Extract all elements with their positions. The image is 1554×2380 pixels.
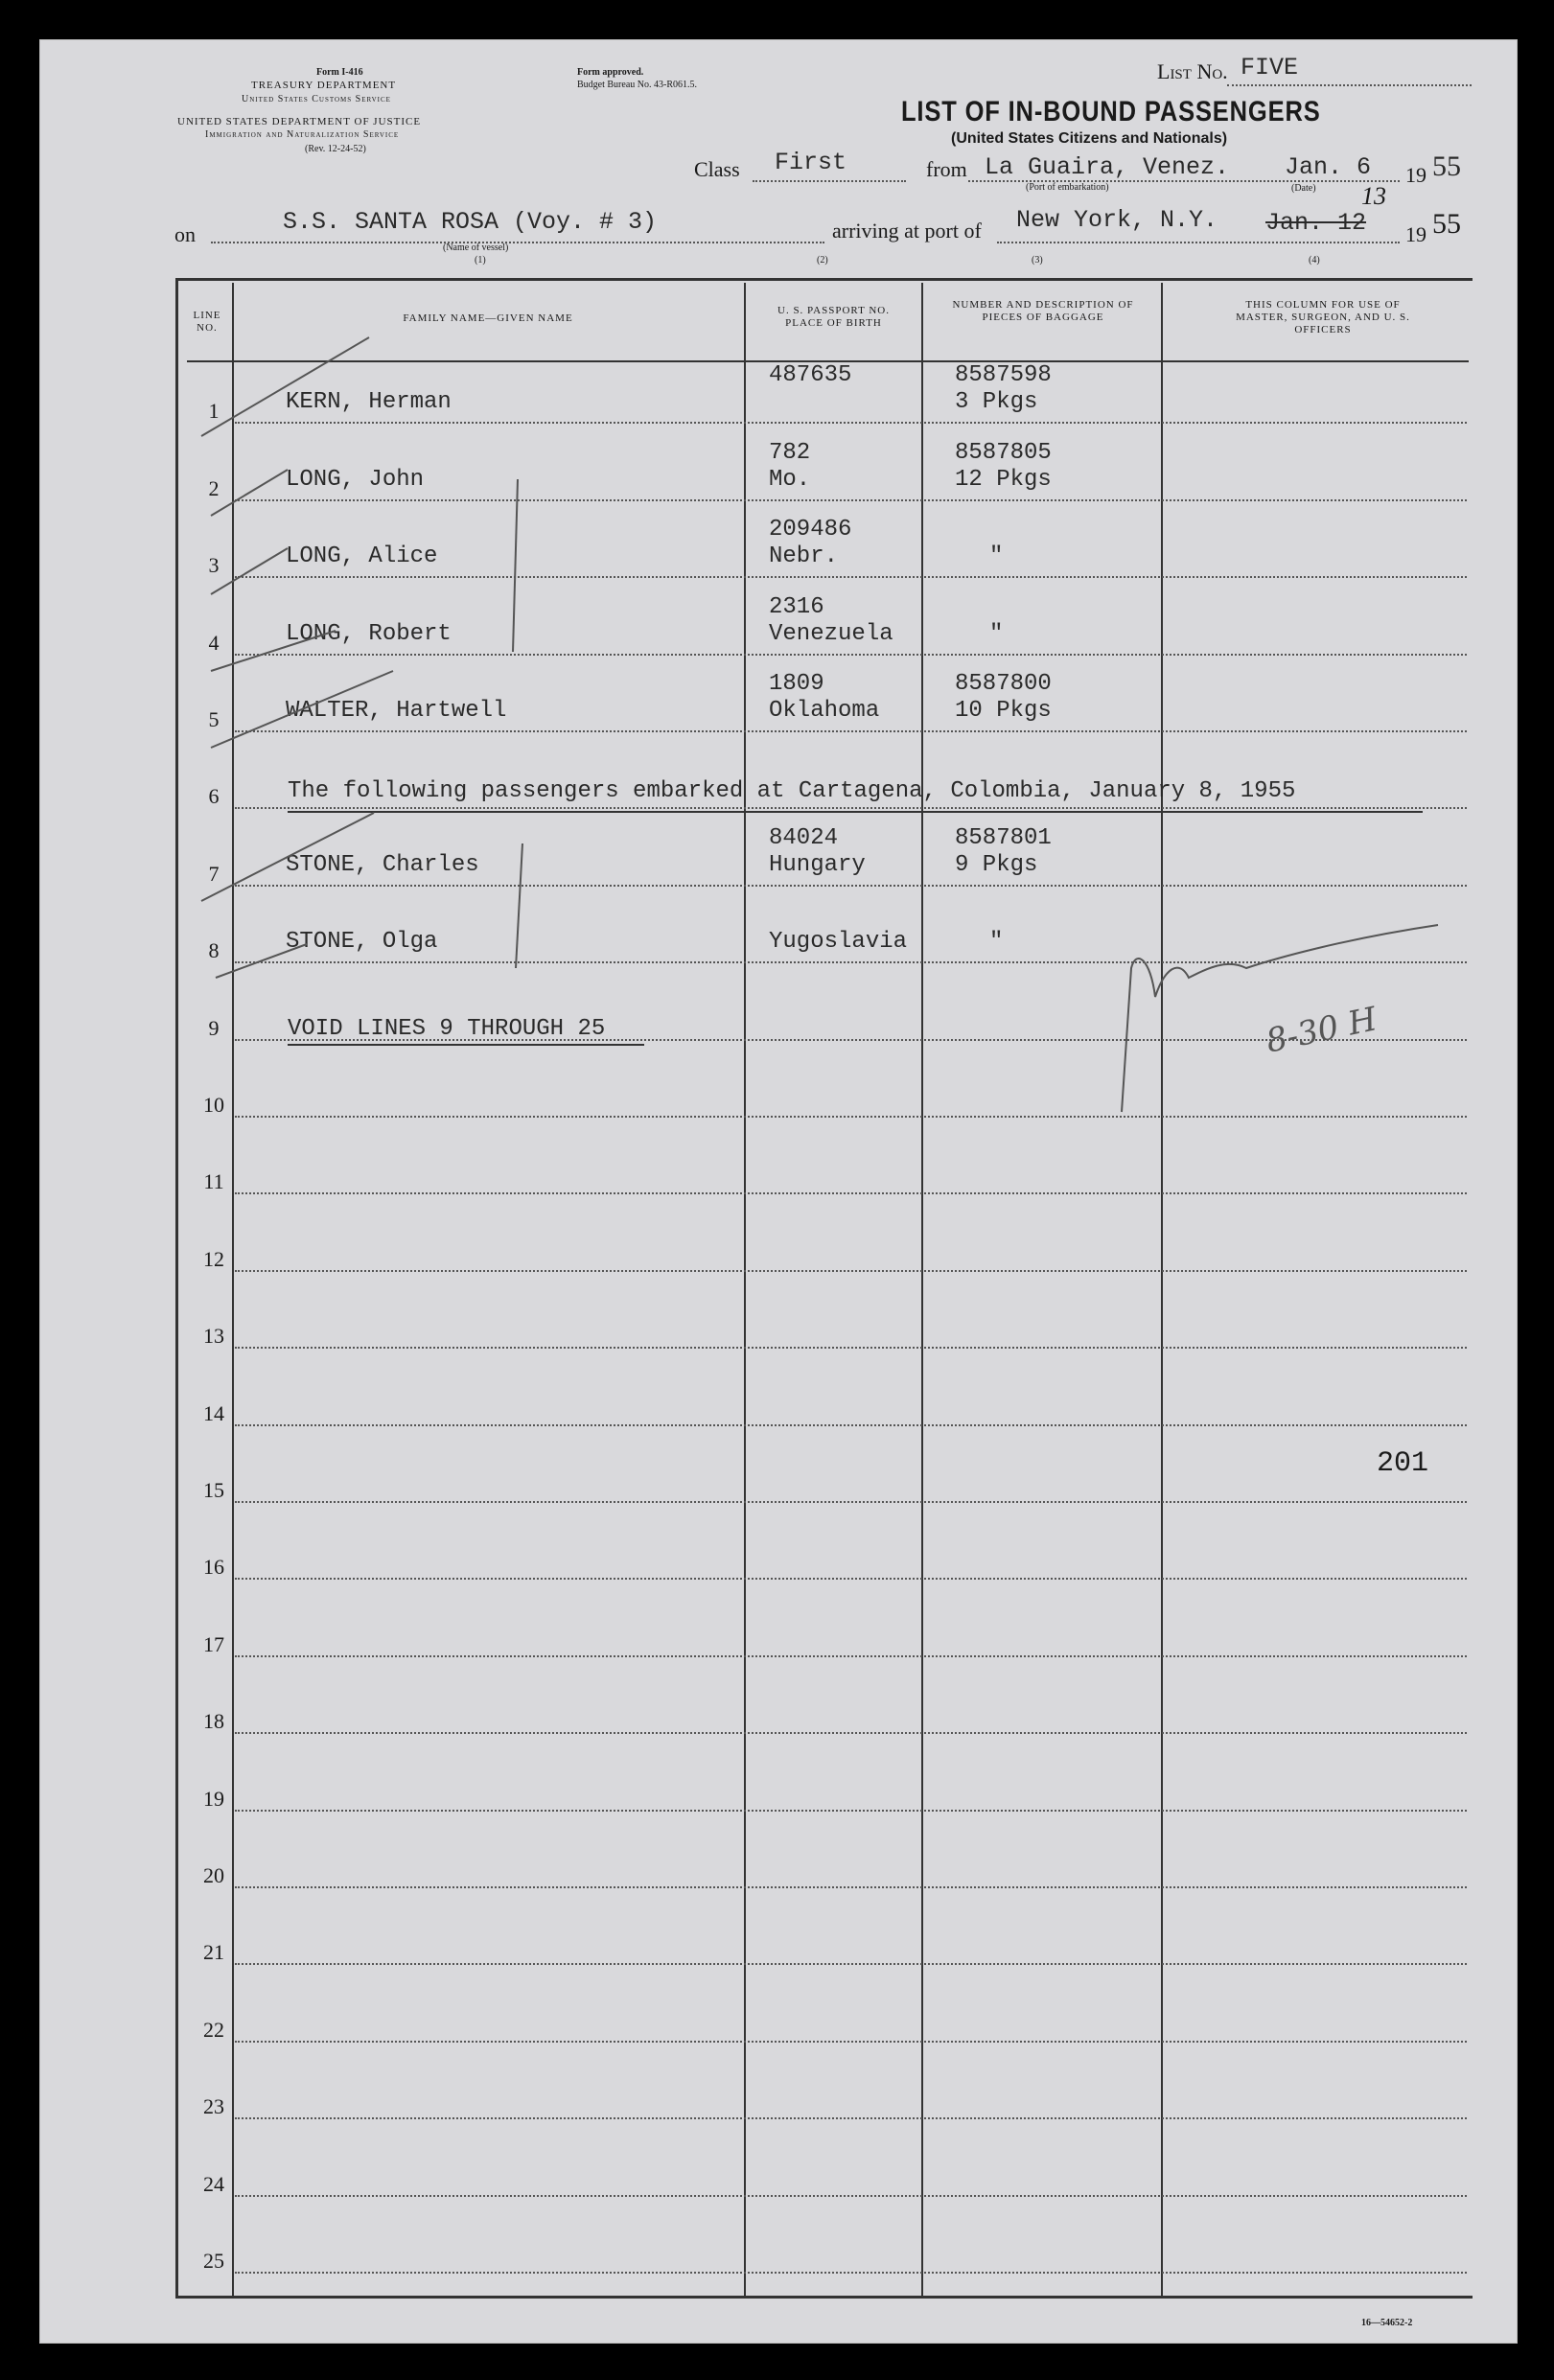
- arrival-port: New York, N.Y.: [1016, 206, 1218, 234]
- line-number: 25: [203, 2249, 224, 2273]
- year-prefix: 19: [1405, 163, 1426, 187]
- baggage-description: 12 Pkgs: [955, 466, 1052, 493]
- passenger-name: WALTER, Hartwell: [286, 698, 507, 724]
- date-caption: (Date): [1291, 183, 1316, 194]
- line-number: 3: [208, 553, 220, 578]
- arriving-label: arriving at port of: [832, 219, 982, 243]
- line-number: 2: [208, 475, 220, 500]
- check-mark-3: [211, 548, 288, 594]
- line-number: 22: [203, 2017, 224, 2042]
- embarkation-year: 55: [1432, 150, 1461, 182]
- line-number: 6: [208, 784, 220, 809]
- col-header-name: FAMILY NAME—GIVEN NAME: [403, 312, 573, 324]
- embarkation-port: La Guaira, Venez.: [985, 153, 1230, 181]
- baggage-description: ": [989, 620, 1004, 647]
- immigration-service: Immigration and Naturalization Service: [205, 129, 400, 140]
- line-number: 11: [203, 1169, 224, 1194]
- class-label: Class: [694, 157, 740, 181]
- line-number: 15: [203, 1478, 224, 1502]
- baggage-description: 9 Pkgs: [955, 851, 1038, 878]
- budget-bureau: Budget Bureau No. 43-R061.5.: [577, 80, 697, 90]
- line-number: 18: [203, 1709, 224, 1734]
- place-of-birth: Venezuela: [769, 620, 893, 647]
- check-mark-2: [211, 470, 288, 516]
- line-number: 20: [203, 1863, 224, 1887]
- line-number: 16: [203, 1555, 224, 1580]
- baggage-description: 3 Pkgs: [955, 389, 1038, 416]
- passenger-name: LONG, Robert: [286, 620, 452, 647]
- check-mark-7: [201, 813, 374, 901]
- from-label: from: [926, 157, 967, 181]
- line-number: 1: [208, 399, 220, 424]
- caption-1: (1): [475, 255, 486, 266]
- vessel-name: S.S. SANTA ROSA (Voy. # 3): [283, 208, 658, 236]
- passport-number: 2316: [769, 593, 824, 620]
- passenger-name: KERN, Herman: [286, 389, 452, 416]
- passenger-name: LONG, Alice: [286, 543, 438, 570]
- caption-4: (4): [1309, 255, 1320, 266]
- passport-number: 209486: [769, 517, 852, 543]
- department-of-justice: UNITED STATES DEPARTMENT OF JUSTICE: [177, 116, 422, 127]
- signature-scrawl: [1122, 925, 1438, 1112]
- signature-annotation: 8-30 H: [1263, 1000, 1380, 1061]
- line-number: 10: [203, 1093, 224, 1117]
- embarkation-date: Jan. 6: [1285, 153, 1372, 181]
- line-number: 9: [208, 1015, 220, 1040]
- baggage-number: 8587598: [955, 362, 1052, 389]
- page-subtitle: (United States Citizens and Nationals): [951, 130, 1228, 147]
- list-no-label: List No.: [1157, 59, 1228, 83]
- baggage-description: ": [989, 543, 1004, 570]
- place-of-birth: Nebr.: [769, 543, 839, 570]
- arrival-year-prefix: 19: [1405, 222, 1426, 246]
- line-number: 12: [203, 1246, 224, 1271]
- treasury-department: TREASURY DEPARTMENT: [251, 80, 397, 91]
- col-header-passport: U. S. PASSPORT NO. PLACE OF BIRTH: [777, 305, 890, 329]
- pencil-stroke-a: [513, 479, 518, 652]
- line-number: 14: [203, 1400, 224, 1425]
- line-number: 13: [203, 1324, 224, 1349]
- on-label: on: [174, 222, 196, 246]
- baggage-number: 8587800: [955, 671, 1052, 697]
- page-number-stamp: 201: [1377, 1447, 1429, 1480]
- baggage-description: 10 Pkgs: [955, 698, 1052, 724]
- baggage-number: 8587801: [955, 824, 1052, 851]
- line-number: 24: [203, 2171, 224, 2196]
- caption-3: (3): [1032, 255, 1043, 266]
- place-of-birth: Mo.: [769, 466, 811, 493]
- arrival-year: 55: [1432, 208, 1461, 240]
- line-number: 17: [203, 1631, 224, 1656]
- line-number: 4: [208, 630, 220, 655]
- line-number: 19: [203, 1786, 224, 1811]
- class-value: First: [775, 149, 847, 176]
- caption-2: (2): [817, 255, 828, 266]
- passenger-name: STONE, Olga: [286, 929, 438, 956]
- line-number: 23: [203, 2094, 224, 2119]
- baggage-description: ": [989, 929, 1004, 956]
- place-of-birth: Hungary: [769, 851, 866, 878]
- void-lines-note: VOID LINES 9 THROUGH 25: [288, 1016, 606, 1042]
- vessel-caption: (Name of vessel): [443, 243, 509, 253]
- passenger-name: STONE, Charles: [286, 851, 479, 878]
- page-title: LIST OF IN-BOUND PASSENGERS: [901, 96, 1321, 127]
- cartagena-note: The following passengers embarked at Cartagena, Colombia, January 8, 1955: [288, 778, 1296, 804]
- col-header-officers: THIS COLUMN FOR USE OF MASTER, SURGEON, AND U. S. OFFICERS: [1236, 299, 1410, 335]
- customs-service: United States Customs Service: [242, 94, 391, 104]
- place-of-birth: Oklahoma: [769, 698, 880, 724]
- col-header-baggage: NUMBER AND DESCRIPTION OF PIECES OF BAGGAGE: [952, 299, 1134, 323]
- passenger-name: LONG, John: [286, 466, 425, 493]
- check-mark-1: [201, 337, 369, 436]
- line-number: 8: [208, 938, 220, 963]
- form-approved: Form approved.: [577, 67, 644, 78]
- passport-number: 84024: [769, 824, 839, 851]
- arrival-date-correction: 13: [1361, 182, 1386, 210]
- line-number: 21: [203, 1940, 224, 1965]
- line-number: 7: [208, 861, 220, 886]
- col-header-line-no: LINE NO.: [193, 310, 221, 334]
- revision-date: (Rev. 12-24-52): [305, 144, 366, 154]
- baggage-number: 8587805: [955, 439, 1052, 466]
- form-code: 16—54652-2: [1361, 2318, 1413, 2328]
- list-no-value: FIVE: [1241, 54, 1299, 81]
- check-mark-8: [216, 944, 307, 978]
- check-mark-4: [211, 631, 336, 671]
- passport-number: 1809: [769, 671, 824, 697]
- form-number: Form I-416: [316, 67, 363, 78]
- check-mark-5: [211, 671, 393, 748]
- passport-number: 487635: [769, 362, 852, 389]
- line-number: 5: [208, 707, 220, 731]
- port-caption: (Port of embarkation): [1026, 182, 1109, 193]
- arrival-date-struck: Jan. 12: [1265, 209, 1367, 237]
- pencil-stroke-b: [516, 843, 522, 968]
- passport-number: 782: [769, 439, 811, 466]
- place-of-birth: Yugoslavia: [769, 929, 908, 956]
